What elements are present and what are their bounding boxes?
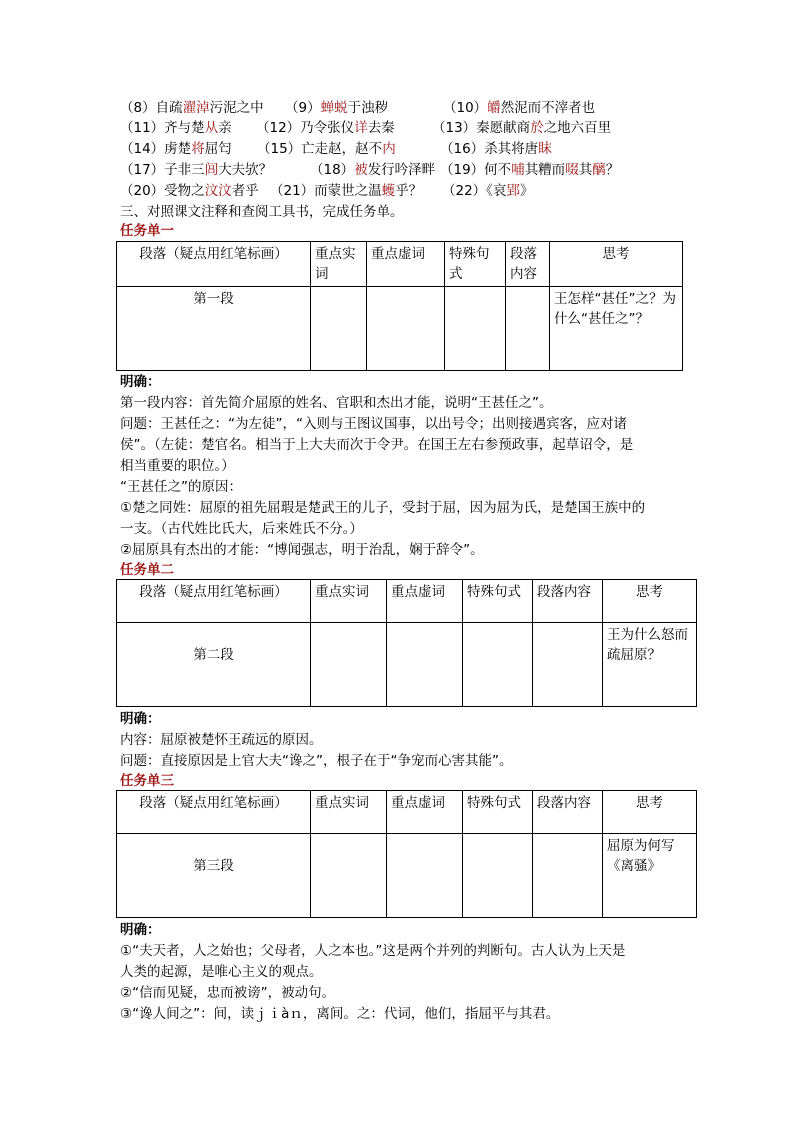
task2-cell-key-words[interactable]: [311, 623, 387, 707]
vocab-text: 屈匄: [204, 141, 232, 157]
task3-cell-content[interactable]: [533, 834, 603, 918]
task2-row-label: 第二段: [117, 623, 311, 707]
vocab-keyword: 皭: [487, 100, 501, 116]
vocab-text: （10）: [443, 100, 488, 116]
clarify2-label: 明确：: [120, 711, 161, 727]
vocab-text: 其: [578, 162, 593, 178]
task3-title: 任务单三: [120, 773, 174, 789]
task1-header-think: 思考: [550, 242, 683, 287]
clarify1-line-5: “王甚任之”的原因：: [120, 479, 242, 495]
vocab-text: 去秦: [367, 120, 395, 136]
clarify1-line-8: ②屈原具有杰出的才能：“博闻强志，明于治乱，娴于辞令”。: [120, 542, 484, 558]
vocab-keyword: 汶汶: [204, 183, 232, 199]
clarify1-line-6: ①楚之同姓：屈原的祖先屈瑕是楚武王的儿子，受封于屈，因为屈为氏，是楚国王族中的: [120, 500, 646, 516]
task2-title: 任务单二: [120, 562, 174, 578]
vocab-text: （21）而蒙世之温: [270, 183, 382, 199]
vocab-text: （18）: [310, 162, 355, 178]
task3-header-paragraph: 段落（疑点用红笔标画）: [117, 791, 311, 834]
task2-table: [116, 579, 697, 707]
task2-header-paragraph: 段落（疑点用红笔标画）: [117, 580, 311, 623]
task1-header-function-words: 重点虚词: [367, 242, 445, 287]
clarify3-label: 明确：: [120, 922, 161, 938]
task1-header-paragraph: 段落（疑点用红笔标画）: [117, 242, 311, 287]
vocab-keyword: 濯淖: [182, 100, 210, 116]
vocab-text: 乎？: [395, 183, 423, 199]
vocab-item-17: [120, 160, 310, 180]
clarify1-line-7: 一支。（古代姓比氏大，后来姓氏不分。）: [120, 521, 363, 537]
vocab-line-1: [120, 98, 595, 118]
vocab-text: 污泥之中: [209, 100, 264, 116]
task3-header-key-words: 重点实词: [311, 791, 387, 834]
vocab-text: 之地六百里: [543, 120, 612, 136]
vocab-text: （12）乃令张仪: [256, 120, 355, 136]
vocab-keyword: 从: [204, 120, 219, 136]
vocab-text: 然泥而不滓者也: [500, 100, 596, 116]
task1-cell-function-words[interactable]: [367, 287, 445, 371]
clarify3-line-4: ③“谗人间之”：间，读ｊｉàｎ，离间。之：代词，他们，指屈平与其君。: [120, 1006, 560, 1022]
task1-header-key-words: 重点实词: [311, 242, 367, 287]
vocab-text: 》: [519, 183, 534, 199]
vocab-text: （20）受物之: [120, 183, 205, 199]
clarify3-line-2: 人类的起源，是唯心主义的观点。: [120, 964, 323, 980]
vocab-item-16: [440, 139, 552, 159]
vocab-text: （14）虏楚: [120, 141, 192, 157]
vocab-keyword: 内: [382, 141, 396, 157]
vocab-keyword: 被: [354, 162, 368, 178]
vocab-item-15: [257, 139, 440, 159]
task3-row-label: 第三段: [117, 834, 311, 918]
vocab-item-9: [285, 98, 443, 118]
vocab-keyword: 眜: [538, 141, 552, 157]
vocab-item-20: [120, 181, 270, 201]
vocab-keyword: 将: [191, 141, 205, 157]
vocab-text: （17）子非三: [120, 162, 205, 178]
vocab-text: （15）亡走赵，赵不: [257, 141, 383, 157]
task3-cell-special-sentences[interactable]: [463, 834, 533, 918]
vocab-text: 者乎: [231, 183, 259, 199]
vocab-keyword: 哺: [511, 162, 525, 178]
vocab-text: ？: [605, 162, 620, 178]
task2-cell-special-sentences[interactable]: [463, 623, 533, 707]
vocab-text: （11）齐与楚: [120, 120, 205, 136]
vocab-item-8: [120, 98, 285, 118]
task2-cell-function-words[interactable]: [387, 623, 463, 707]
vocab-item-10: [443, 98, 595, 118]
clarify1-line-4: 相当重要的职位。）: [120, 458, 235, 474]
task1-title: 任务单一: [120, 223, 174, 239]
vocab-item-14: [120, 139, 257, 159]
task3-cell-function-words[interactable]: [387, 834, 463, 918]
vocab-text: （13）秦愿献商: [432, 120, 531, 136]
task2-header-content: 段落内容: [533, 580, 603, 623]
clarify1-line-1: 第一段内容：首先简介屈原的姓名、官职和杰出才能，说明“王甚任之”。: [120, 395, 553, 411]
vocab-item-21: [270, 181, 442, 201]
vocab-line-4: [120, 160, 619, 180]
vocab-keyword: 详: [354, 120, 368, 136]
vocab-keyword: 闾: [204, 162, 219, 178]
vocab-item-22: [442, 181, 533, 201]
clarify3-line-3: ②“信而见疑，忠而被谤”，被动句。: [120, 985, 336, 1001]
clarify1-line-2: 问题：王甚任之：“为左徒”，“入则与王图议国事，以出号令；出则接遇宾客，应对诸: [120, 416, 627, 432]
vocab-text: （9）: [285, 100, 321, 116]
task2-cell-content[interactable]: [533, 623, 603, 707]
vocab-text: 发行吟泽畔: [367, 162, 436, 178]
vocab-keyword: 醨: [592, 162, 606, 178]
vocab-item-11: [120, 118, 256, 138]
vocab-keyword: 郢: [506, 183, 520, 199]
vocab-item-13: [432, 118, 611, 138]
clarify2-line-2: 问题：直接原因是上官大夫“谗之”，根子在于“争宠而心害其能”。: [120, 753, 513, 769]
vocab-keyword: 啜: [565, 162, 579, 178]
vocab-item-19: [440, 160, 619, 180]
clarify3-line-1: ①“夫天者，人之始也；父母者，人之本也。”这是两个并列的判断句。古人认为上天是: [120, 943, 626, 959]
task3-header-function-words: 重点虚词: [387, 791, 463, 834]
vocab-item-18: [310, 160, 440, 180]
vocab-text: （8）自疏: [120, 100, 183, 116]
task3-table: [116, 790, 697, 918]
vocab-keyword: 於: [530, 120, 544, 136]
vocab-text: 大夫欤？: [218, 162, 273, 178]
vocab-text: （19）何不: [440, 162, 512, 178]
task1-cell-think: 王怎样“甚任”之？为什么“甚任之”？: [550, 287, 683, 371]
task1-header-special-sentences: 特殊句式: [445, 242, 506, 287]
vocab-text: 于浊秽: [347, 100, 389, 116]
task3-header-think: 思考: [603, 791, 697, 834]
clarify1-line-3: 侯”。（左徒：楚官名。相当于上大夫而次于令尹。在国王左右参预政事，起草诏令，是: [120, 437, 634, 453]
task2-header-key-words: 重点实词: [311, 580, 387, 623]
task1-table: [116, 241, 683, 371]
clarify2-line-1: 内容：屈原被楚怀王疏远的原因。: [120, 732, 323, 748]
task3-header-content: 段落内容: [533, 791, 603, 834]
task1-cell-special-sentences[interactable]: [445, 287, 506, 371]
task2-header-special-sentences: 特殊句式: [463, 580, 533, 623]
vocab-line-5: [120, 181, 533, 201]
task1-cell-content[interactable]: [506, 287, 550, 371]
task3-cell-key-words[interactable]: [311, 834, 387, 918]
task1-header-content: 段落内容: [506, 242, 550, 287]
task2-header-think: 思考: [603, 580, 697, 623]
task1-cell-key-words[interactable]: [311, 287, 367, 371]
vocab-text: （16）杀其将唐: [440, 141, 539, 157]
vocab-line-2: [120, 118, 611, 138]
vocab-item-12: [256, 118, 432, 138]
vocab-text: （22）《哀: [442, 183, 507, 199]
task3-header-special-sentences: 特殊句式: [463, 791, 533, 834]
section-heading: 三、对照课文注释和查阅工具书，完成任务单。: [120, 204, 404, 220]
task2-cell-think: 王为什么怒而疏屈原？: [603, 623, 697, 707]
vocab-text: 亲: [218, 120, 232, 136]
task3-cell-think: 屈原为何写《离骚》: [603, 834, 697, 918]
clarify1-label: 明确：: [120, 374, 161, 390]
vocab-text: 其糟而: [524, 162, 566, 178]
vocab-line-3: [120, 139, 552, 159]
task2-header-function-words: 重点虚词: [387, 580, 463, 623]
vocab-keyword: 蝉蜕: [320, 100, 348, 116]
vocab-keyword: 蠖: [381, 183, 396, 199]
task1-row-label: 第一段: [117, 287, 311, 371]
